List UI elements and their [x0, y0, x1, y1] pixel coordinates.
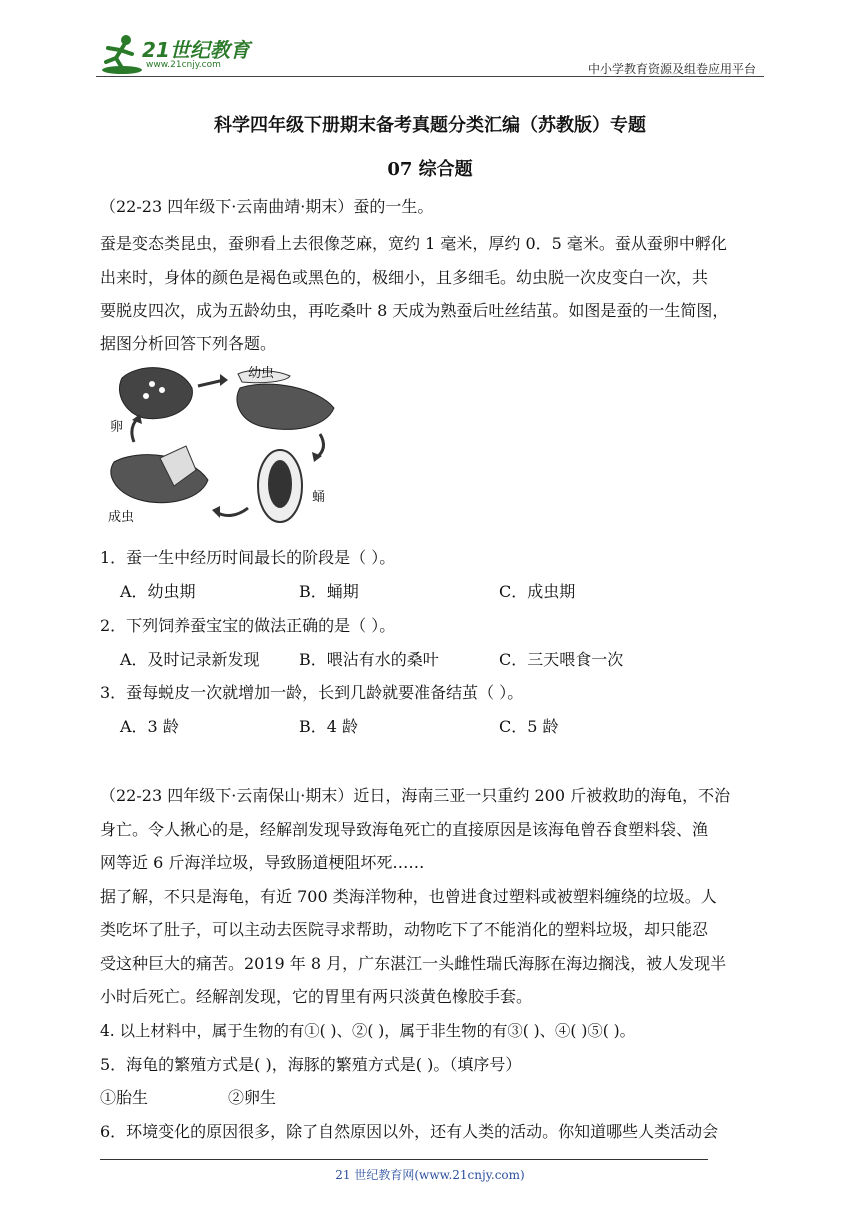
label-egg: 卵 [110, 420, 124, 435]
label-larva: 幼虫 [248, 366, 275, 381]
question-4: 4. 以上材料中，属于生物的有①( )、②( )，属于非生物的有③( )、④( )⑤( )。 [100, 1022, 636, 1040]
q5-option-1: ①胎生 [100, 1088, 149, 1107]
section2-para-line: （22-23 四年级下·云南保山·期末）近日，海南三亚一只重约 200 斤被救助的海龟，不治 [100, 786, 731, 805]
silkworm-lifecycle-diagram [100, 358, 340, 528]
q2-option-a[interactable]: A．及时记录新发现 [120, 650, 260, 669]
q3-option-a[interactable]: A．3 龄 [120, 717, 179, 736]
page-subtitle: 07 综合题 [387, 159, 473, 180]
question-5: 5．海龟的繁殖方式是( )，海豚的繁殖方式是( )。（填序号） [100, 1055, 522, 1074]
label-adult: 成虫 [108, 510, 135, 525]
q5-option-2: ②卵生 [228, 1088, 277, 1107]
q2-option-b[interactable]: B．喂沾有水的桑叶 [299, 650, 439, 669]
q1-option-c[interactable]: C．成虫期 [499, 582, 576, 601]
question-3: 3．蚕每蜕皮一次就增加一龄，长到几龄就要准备结茧（ ）。 [100, 683, 524, 702]
section2-para-line: 网等近 6 斤海洋垃圾，导致肠道梗阻坏死…… [100, 853, 425, 872]
logo-text: 21世纪教育 [142, 38, 250, 62]
section1-para-line: 要脱皮四次，成为五龄幼虫，再吃桑叶 8 天成为熟蚕后吐丝结茧。如图是蚕的一生简图， [100, 301, 729, 320]
section1-intro: （22-23 四年级下·云南曲靖·期末）蚕的一生。 [100, 197, 434, 216]
question-6: 6．环境变化的原因很多，除了自然原因以外，还有人类的活动。你知道哪些人类活动会 [100, 1122, 719, 1141]
q2-option-c[interactable]: C．三天喂食一次 [499, 650, 624, 669]
section1-para-line: 据图分析回答下列各题。 [100, 334, 277, 353]
footer-text[interactable]: 21 世纪教育网(www.21cnjy.com) [335, 1168, 525, 1182]
section2-para-line: 类吃坏了肚子，可以主动去医院寻求帮助，动物吃下了不能消化的塑料垃圾，却只能忍 [100, 920, 709, 939]
runner-logo-icon [96, 32, 142, 76]
question-1: 1．蚕一生中经历时间最长的阶段是（ ）。 [100, 548, 396, 567]
q1-option-b[interactable]: B．蛹期 [299, 582, 359, 601]
section2-para-line: 小时后死亡。经解剖发现，它的胃里有两只淡黄色橡胶手套。 [100, 987, 533, 1006]
page-title: 科学四年级下册期末备考真题分类汇编（苏教版）专题 [214, 115, 646, 136]
section2-para-line: 身亡。令人揪心的是，经解剖发现导致海龟死亡的直接原因是该海龟曾吞食塑料袋、渔 [100, 820, 709, 839]
header-divider [96, 76, 764, 77]
q3-option-b[interactable]: B．4 龄 [299, 717, 359, 736]
question-2: 2．下列饲养蚕宝宝的做法正确的是（ ）。 [100, 616, 396, 635]
label-pupa: 蛹 [312, 490, 326, 505]
logo [96, 32, 256, 76]
section1-para-line: 出来时，身体的颜色是褐色或黑色的，极细小，且多细毛。幼虫脱一次皮变白一次，共 [100, 268, 709, 287]
footer-divider [100, 1159, 708, 1160]
page-header [96, 30, 764, 78]
q1-option-a[interactable]: A．幼虫期 [120, 582, 196, 601]
section2-para-line: 受这种巨大的痛苦。2019 年 8 月，广东湛江一头雌性瑞氏海豚在海边搁浅，被人发现半 [100, 954, 727, 973]
logo-url: www.21cnjy.com [146, 60, 221, 70]
section2-para-line: 据了解，不只是海龟，有近 700 类海洋物种，也曾进食过塑料或被塑料缠绕的垃圾。人 [100, 887, 717, 906]
platform-name: 中小学教育资源及组卷应用平台 [587, 62, 756, 76]
section1-para-line: 蚕是变态类昆虫，蚕卵看上去很像芝麻，宽约 1 毫米，厚约 0．5 毫米。蚕从蚕卵中孵化 [100, 234, 727, 253]
lifecycle-illustration [100, 358, 340, 528]
q3-option-c[interactable]: C．5 龄 [499, 717, 559, 736]
